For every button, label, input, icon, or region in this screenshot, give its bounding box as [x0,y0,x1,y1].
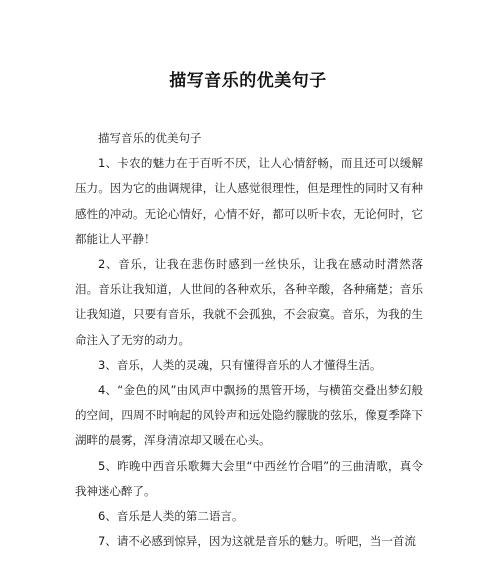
paragraph-4: 4、“金色的风”由风声中飘扬的黑管开场，与横笛交叠出梦幻般的空间，四周不时响起的风铃声和远处隐约朦胧的弦乐，像夏季降下湖畔的晨雾，浑身清凉却又暖在心头。 [75,383,423,448]
paragraph-7: 7、请不必感到惊异，因为这就是音乐的魅力。听吧，当一首流 [98,534,416,549]
paragraph-3: 3、音乐，人类的灵魂，只有懂得音乐的人才懂得生活。 [98,357,382,372]
document-title: 描写音乐的优美句子 [169,71,327,91]
paragraph-5: 5、昨晚中西音乐歌舞大会里“中西丝竹合唱”的三曲清歌，真令我神迷心醉了。 [75,458,423,498]
paragraph-6: 6、音乐是人类的第二语言。 [98,509,244,524]
document-body [75,126,423,554]
paragraph-2: 2、音乐，让我在悲伤时感到一丝快乐，让我在感动时潸然落泪。音乐让我知道，人世间的各种欢乐，各种辛酸，各种痛楚；音乐让我知道，只要有音乐，我就不会孤独，不会寂寞。音乐，为我的生命注入了无穷的动力。 [75,257,423,347]
document-subtitle: 描写音乐的优美句子 [98,131,202,145]
paragraph-1: 1、卡农的魅力在于百听不厌，让人心情舒畅，而且还可以缓解压力。因为它的曲调规律，让人感觉很理性，但是理性的同时又有种感性的冲动。无论心情好，心情不好，都可以听卡农，无论何时，它都能让人平静！ [75,156,423,246]
